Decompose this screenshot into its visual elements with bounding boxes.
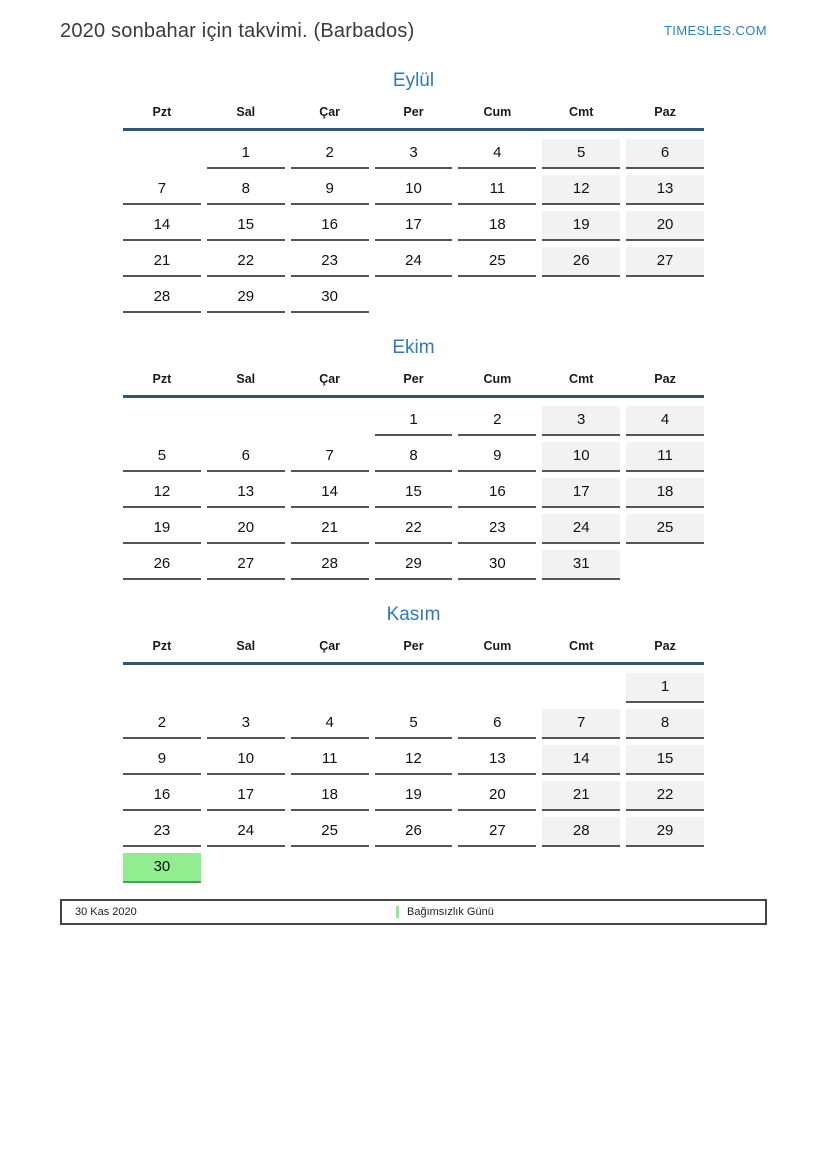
- day-cell: 12: [542, 175, 620, 205]
- day-header: Paz: [654, 639, 676, 653]
- day-cell: 13: [458, 745, 536, 775]
- day-cell: 11: [458, 175, 536, 205]
- day-cell: 17: [375, 211, 453, 241]
- holiday-legend: [60, 899, 767, 925]
- day-cell: 10: [542, 442, 620, 472]
- day-cell: 16: [458, 478, 536, 508]
- day-cell: 8: [207, 175, 285, 205]
- day-cell: 23: [291, 247, 369, 277]
- month-title: Kasım: [386, 604, 441, 625]
- month-calendar: [123, 70, 704, 313]
- day-cell: 5: [375, 709, 453, 739]
- day-cell: 18: [291, 781, 369, 811]
- day-cell-empty: [542, 673, 620, 703]
- day-cell: 9: [291, 175, 369, 205]
- legend-label: Bağımsızlık Günü: [407, 906, 494, 918]
- day-cell: 3: [375, 139, 453, 169]
- day-cell: 20: [626, 211, 704, 241]
- day-cell-empty: [291, 673, 369, 703]
- day-cell: 7: [291, 442, 369, 472]
- day-cell-empty: [207, 853, 285, 883]
- day-cell-empty: [542, 283, 620, 313]
- day-cell: 11: [291, 745, 369, 775]
- day-cell: 20: [458, 781, 536, 811]
- day-cell: 29: [375, 550, 453, 580]
- day-cell: 1: [626, 673, 704, 703]
- day-cell: 21: [123, 247, 201, 277]
- month-calendar: [123, 337, 704, 580]
- day-cell: 10: [207, 745, 285, 775]
- day-header: Cum: [483, 639, 512, 653]
- day-cell: 4: [291, 709, 369, 739]
- calendar-list: [60, 70, 767, 883]
- day-cell: 5: [542, 139, 620, 169]
- day-cell: 4: [458, 139, 536, 169]
- day-cell-empty: [123, 406, 201, 436]
- day-cell: 14: [291, 478, 369, 508]
- day-cell: 6: [207, 442, 285, 472]
- day-header: Per: [403, 105, 424, 119]
- day-cell: 10: [375, 175, 453, 205]
- day-cell-empty: [123, 673, 201, 703]
- day-cell-empty: [207, 673, 285, 703]
- day-cell: 14: [123, 211, 201, 241]
- legend-item: [396, 906, 494, 918]
- day-cell: 30: [458, 550, 536, 580]
- day-cell: 7: [542, 709, 620, 739]
- day-header: Çar: [319, 105, 341, 119]
- day-cell-empty: [458, 673, 536, 703]
- day-cell: 17: [207, 781, 285, 811]
- site-link[interactable]: TIMESLES.COM: [663, 23, 767, 38]
- day-cell: 2: [123, 709, 201, 739]
- day-cell: 24: [375, 247, 453, 277]
- day-header: Cum: [483, 372, 512, 386]
- day-cell: 28: [123, 283, 201, 313]
- day-cell-empty: [291, 853, 369, 883]
- day-cell: 18: [458, 211, 536, 241]
- day-header: Cmt: [569, 372, 594, 386]
- day-header: Cum: [483, 105, 512, 119]
- day-cell: 9: [123, 745, 201, 775]
- day-header: Cmt: [569, 639, 594, 653]
- day-cell: 4: [626, 406, 704, 436]
- weeks-grid: [123, 673, 704, 883]
- day-cell: 24: [542, 514, 620, 544]
- day-cell-empty: [542, 853, 620, 883]
- day-cell-empty: [207, 406, 285, 436]
- day-header: Sal: [236, 105, 256, 119]
- day-cell: 27: [458, 817, 536, 847]
- day-header: Paz: [654, 372, 676, 386]
- day-cell: 12: [375, 745, 453, 775]
- day-cell-empty: [626, 283, 704, 313]
- day-cell: 2: [458, 406, 536, 436]
- day-cell: 25: [626, 514, 704, 544]
- day-cell: 28: [542, 817, 620, 847]
- day-cell: 11: [626, 442, 704, 472]
- day-cell: 25: [291, 817, 369, 847]
- day-cell: 22: [626, 781, 704, 811]
- day-cell: 5: [123, 442, 201, 472]
- holiday-marker-icon: [396, 906, 399, 918]
- day-cell: 22: [207, 247, 285, 277]
- day-cell-empty: [458, 853, 536, 883]
- day-cell: 18: [626, 478, 704, 508]
- day-cell: 22: [375, 514, 453, 544]
- day-cell-empty: [458, 283, 536, 313]
- day-cell: 20: [207, 514, 285, 544]
- day-header: Pzt: [152, 105, 172, 119]
- day-cell: 13: [626, 175, 704, 205]
- day-header-row: [123, 639, 704, 665]
- day-cell: 1: [375, 406, 453, 436]
- month-calendar: [123, 604, 704, 883]
- day-header: Per: [403, 639, 424, 653]
- day-cell: 29: [626, 817, 704, 847]
- day-header: Çar: [319, 639, 341, 653]
- weeks-grid: [123, 406, 704, 580]
- day-cell: 6: [626, 139, 704, 169]
- day-cell: 31: [542, 550, 620, 580]
- legend-date: 30 Kas 2020: [75, 906, 137, 918]
- day-cell: 1: [207, 139, 285, 169]
- day-cell: 2: [291, 139, 369, 169]
- day-cell: 3: [207, 709, 285, 739]
- page-header: [60, 20, 767, 46]
- day-cell-empty: [375, 853, 453, 883]
- day-cell: 15: [626, 745, 704, 775]
- day-header: Cmt: [569, 105, 594, 119]
- day-cell: 12: [123, 478, 201, 508]
- day-cell: 25: [458, 247, 536, 277]
- day-header: Pzt: [152, 372, 172, 386]
- day-cell: 28: [291, 550, 369, 580]
- day-cell: 21: [291, 514, 369, 544]
- day-cell-empty: [375, 283, 453, 313]
- day-cell: 8: [626, 709, 704, 739]
- day-cell: 9: [458, 442, 536, 472]
- holiday-day-cell: 30: [123, 853, 201, 883]
- day-cell: 21: [542, 781, 620, 811]
- day-cell: 13: [207, 478, 285, 508]
- day-cell: 29: [207, 283, 285, 313]
- day-header: Sal: [236, 372, 256, 386]
- day-cell: 17: [542, 478, 620, 508]
- day-cell: 24: [207, 817, 285, 847]
- day-header-row: [123, 105, 704, 131]
- day-cell: 27: [207, 550, 285, 580]
- day-header: Pzt: [152, 639, 172, 653]
- day-header: Per: [403, 372, 424, 386]
- day-cell: 16: [291, 211, 369, 241]
- month-title: Ekim: [392, 337, 435, 358]
- day-cell: 26: [375, 817, 453, 847]
- day-cell: 15: [375, 478, 453, 508]
- day-cell-empty: [291, 406, 369, 436]
- day-cell: 23: [123, 817, 201, 847]
- day-cell: 26: [542, 247, 620, 277]
- day-header: Paz: [654, 105, 676, 119]
- day-cell: 19: [542, 211, 620, 241]
- month-title: Eylül: [392, 70, 435, 91]
- day-header-row: [123, 372, 704, 398]
- day-cell: 19: [123, 514, 201, 544]
- day-cell-empty: [626, 550, 704, 580]
- page-title: 2020 sonbahar için takvimi. (Barbados): [60, 20, 415, 42]
- day-cell: 19: [375, 781, 453, 811]
- day-header: Sal: [236, 639, 256, 653]
- weeks-grid: [123, 139, 704, 313]
- day-cell-empty: [123, 139, 201, 169]
- day-cell: 6: [458, 709, 536, 739]
- day-cell-empty: [626, 853, 704, 883]
- day-cell: 27: [626, 247, 704, 277]
- day-cell: 7: [123, 175, 201, 205]
- day-cell: 8: [375, 442, 453, 472]
- day-header: Çar: [319, 372, 341, 386]
- day-cell: 16: [123, 781, 201, 811]
- day-cell: 14: [542, 745, 620, 775]
- day-cell: 23: [458, 514, 536, 544]
- day-cell-empty: [375, 673, 453, 703]
- day-cell: 15: [207, 211, 285, 241]
- day-cell: 26: [123, 550, 201, 580]
- day-cell: 30: [291, 283, 369, 313]
- day-cell: 3: [542, 406, 620, 436]
